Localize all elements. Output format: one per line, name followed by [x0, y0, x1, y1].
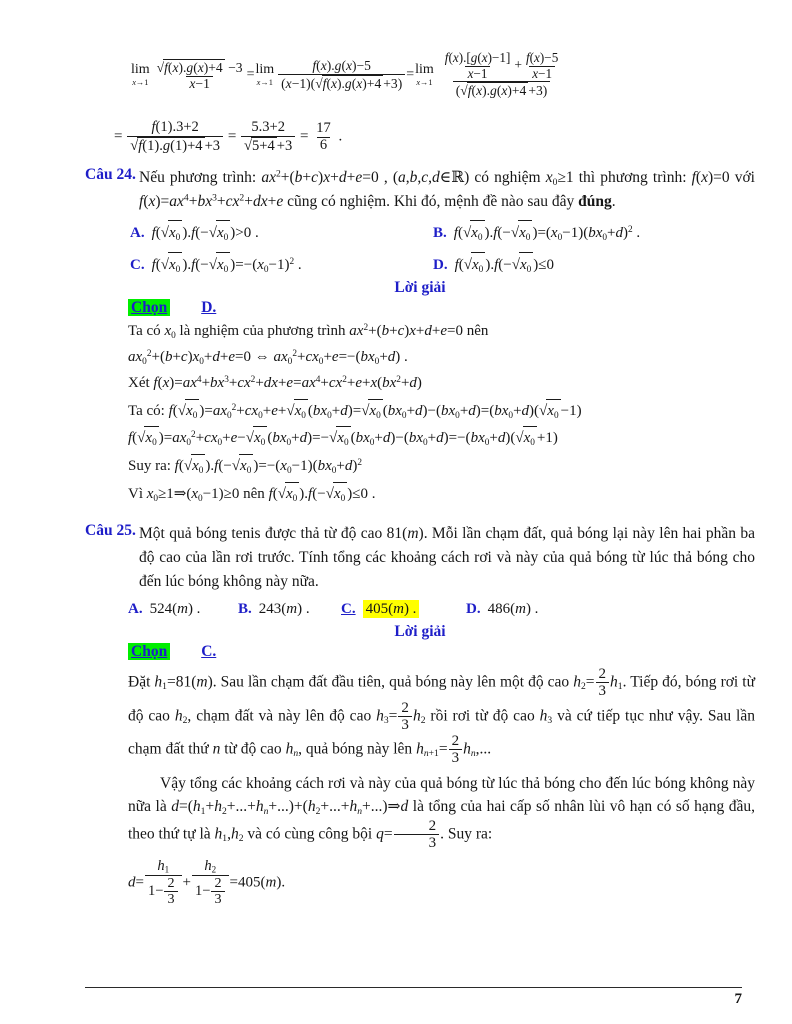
question-24-option-b — [433, 220, 755, 245]
option-letter: B. — [238, 600, 252, 617]
option-letter: A. — [130, 225, 145, 242]
option-text: $f(√x_0$ )$.f(-√x_0$ )$=-(x_0-1)^2$ . — [152, 257, 302, 273]
solution-line: Ta có $x_0$ là nghiệm của phương trình $ax^2+(b+c)x+d+e=0$ nên — [128, 323, 489, 342]
chosen-answer: D. — [201, 299, 217, 317]
page-footer — [85, 987, 742, 1008]
chon-label: Chọn — [128, 643, 170, 660]
option-letter: A. — [128, 600, 143, 617]
solution-line: Ta có: $f(√x_0$ )$=ax_0^2+cx_0+e+√x_0$ $(bx_0+d)=√x_0$ $(bx_0+d)-(bx_0+d)=(bx_0+d)(√x_0 -1)$ — [128, 399, 755, 423]
question-24-option-d — [433, 252, 755, 277]
option-text: 486(m) . — [487, 600, 539, 617]
question-24 — [85, 166, 755, 509]
solution-line: $f(√x_0$ )$=ax_0^2+cx_0+e-√x_0$ $(bx_0+d)=-√x_0$ $(bx_0+d)-(bx_0+d)=-(bx_0+d)(√x_0 +1)$ — [128, 426, 755, 450]
limit-equation-line-1: lim x→1 $\frac{√f(x).g(x)+4 -3}{x-1}$ = lim x→1 $\frac{f(x).g(x)-5}{(x-1)(√f(x).g(x)+4 +3)}$ = lim x→1 $\frac{f(x).[g(x)-1]}{x-1}$ + $\frac{f(x)-5}{x-1}$ (√f(x).g(x)+4 +3) — [131, 50, 559, 98]
option-letter: C. — [130, 256, 145, 273]
option-letter: C. — [341, 600, 356, 617]
option-letter: B. — [433, 225, 447, 242]
limit-solution-continued — [114, 36, 755, 154]
limit-equation-line-2: = $\frac{f(1).3+2}{√f(1).g(1)+4 +3}$ = $\frac{5.3+2}{√5+4 +3}$ = $\frac{17}{6}$ . — [114, 119, 343, 154]
solution-heading: Lời giải — [394, 279, 446, 297]
option-text: $f(√x_0$ )$.f(-√x_0$ )>0 . — [152, 225, 259, 241]
solution-paragraph: Vậy tổng các khoảng cách rơi và này của quả bóng từ lúc thả bóng cho đến lúc bóng không này nữa là $d=(h_1+h_2+...+h_n+...)+(h_2+...+h_n+...)\Rightarrow d$ là tổng của hai cấp số nhân lùi vô hạn có số hạng đầu, theo thứ tự là $h_1,h_2$ và có cùng công bội q= $\frac{2}{3}$ . Suy ra: — [128, 774, 755, 852]
question-25-option-d — [466, 598, 755, 621]
question-25 — [85, 522, 755, 908]
solution-line: Suy ra: $f(√x_0$ )$.f(-√x_0$ )$=-(x_0-1)(bx_0+d)^2$ — [128, 454, 755, 478]
option-letter: D. — [466, 600, 481, 617]
question-24-options — [130, 220, 755, 276]
question-25-label: Câu 25. — [85, 521, 136, 539]
question-25-stem: Một quả bóng tenis được thả từ độ cao 81(m). Mỗi lần chạm đất, quả bóng lại này lên hai phần ba độ cao của lần rơi trước. Tính tổng các khoảng cách rơi và này của quả bóng từ lúc thả bóng cho đến lúc bóng không này nữa. — [139, 524, 755, 590]
question-25-options — [128, 598, 755, 621]
option-letter: D. — [433, 256, 448, 273]
option-text: 524(m) . — [149, 600, 201, 617]
question-25-option-c-highlighted — [341, 598, 466, 621]
question-25-option-b — [238, 598, 341, 621]
question-25-body — [128, 522, 755, 908]
chon-label: Chọn — [128, 299, 170, 316]
question-24-option-c — [130, 252, 433, 277]
question-24-option-a — [130, 220, 433, 245]
solution-line: Xét $f(x)=ax^4+bx^3+cx^2+dx+e=ax^4+cx^2+e+x(bx^2+d)$ — [128, 374, 422, 391]
option-text: 243(m) . — [258, 600, 310, 617]
solution-line: $ax_0^2+(b+c)x_0+d+e=0$ ⇔ $ax_0^2+cx_0+e=-(bx_0+d)$ . — [128, 349, 408, 367]
question-24-label: Câu 24. — [85, 166, 136, 184]
solution-paragraph: Đặt $h_1=81(m)$. Sau lần chạm đất đầu tiên, quả bóng này lên một độ cao $h_2=$ $\frac{2}{3}$ $h_1$. Tiếp đó, bóng rơi từ độ cao $h_2$, chạm đất và này lên độ cao $h_3=$ $\frac{2}{3}$ $h_2$ rồi rơi từ độ cao $h_3$ và cứ tiếp tục như vậy. Sau lần chạm đất thứ n từ độ cao $h_n$, quả bóng này lên $h_{n+1}=$ $\frac{2}{3}$ $h_n$,... — [128, 666, 755, 767]
chosen-answer: C. — [201, 643, 217, 661]
page-number: 7 — [734, 991, 742, 1007]
option-text: $f(√x_0$ )$.f(-√x_0$ )≤0 — [455, 257, 554, 273]
question-25-answer-line — [128, 643, 755, 661]
question-25-option-a — [128, 598, 238, 621]
option-text: $f(√x_0$ )$.f(-√x_0$ )$=(x_0-1)(bx_0+d)^2$ . — [454, 225, 640, 241]
final-formula: d= $h_1$ 1− $\frac{2}{3}$ + $h_2$ 1− $\frac{2}{3}$ =405(m). — [128, 858, 286, 908]
option-text-highlighted: 405(m) . — [363, 600, 420, 618]
question-24-stem: Nếu phương trình: $ax^2+(b+c)x+d+e=0$ , (a,b,c,d∈ℝ) có nghiệm $x_0\ge 1$ thì phương trình: f(x)=0 với $f(x)=ax^4+bx^3+cx^2+dx+e$ cũng có nghiệm. Khi đó, mệnh đề nào sau đây đúng. — [139, 169, 755, 211]
solution-heading: Lời giải — [394, 623, 446, 641]
question-24-body — [128, 166, 755, 509]
solution-line: Vì $x_0\ge 1\Rightarrow(x_0-1)\ge 0$ nên $f(√x_0$ )$.f(-√x_0$ )≤0 . — [128, 482, 755, 506]
question-24-answer-line — [128, 299, 755, 317]
